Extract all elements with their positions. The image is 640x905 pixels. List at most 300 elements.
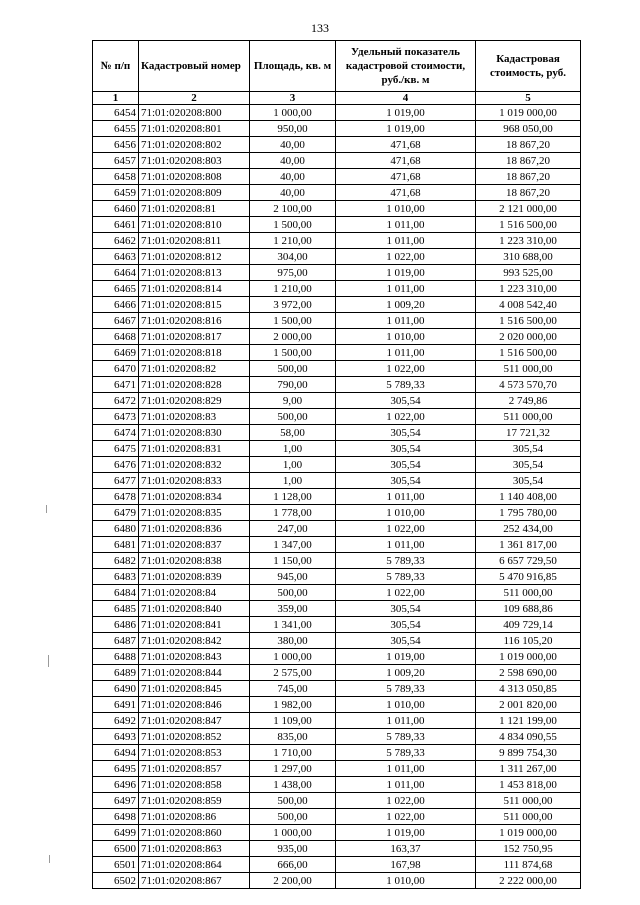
table-row	[93, 425, 581, 441]
cadastral-cost-cell: 1 121 199,00	[476, 713, 581, 729]
area-cell: 1 500,00	[250, 217, 336, 233]
row-number-cell: 6466	[93, 297, 139, 313]
table-row	[93, 665, 581, 681]
specific-value-cell: 1 011,00	[336, 281, 476, 297]
table-row	[93, 649, 581, 665]
cadastral-number-cell: 71:01:020208:833	[139, 473, 250, 489]
cadastral-cost-cell: 18 867,20	[476, 137, 581, 153]
header-specific-value: Удельный показатель кадастровой стоимости, руб./кв. м	[336, 41, 476, 92]
area-cell: 2 575,00	[250, 665, 336, 681]
specific-value-cell: 1 022,00	[336, 585, 476, 601]
row-number-cell: 6469	[93, 345, 139, 361]
table-row	[93, 105, 581, 121]
area-cell: 40,00	[250, 137, 336, 153]
cadastral-number-cell: 71:01:020208:816	[139, 313, 250, 329]
area-cell: 1 341,00	[250, 617, 336, 633]
header-area: Площадь, кв. м	[250, 41, 336, 92]
row-number-cell: 6460	[93, 201, 139, 217]
area-cell: 359,00	[250, 601, 336, 617]
cadastral-number-cell: 71:01:020208:840	[139, 601, 250, 617]
cadastral-number-cell: 71:01:020208:801	[139, 121, 250, 137]
table-row	[93, 841, 581, 857]
area-cell: 935,00	[250, 841, 336, 857]
cadastral-cost-cell: 18 867,20	[476, 185, 581, 201]
table-row	[93, 441, 581, 457]
row-number-cell: 6484	[93, 585, 139, 601]
cadastral-cost-cell: 968 050,00	[476, 121, 581, 137]
specific-value-cell: 1 022,00	[336, 809, 476, 825]
cadastral-number-cell: 71:01:020208:810	[139, 217, 250, 233]
specific-value-cell: 1 010,00	[336, 329, 476, 345]
row-number-cell: 6488	[93, 649, 139, 665]
cadastral-cost-cell: 1 453 818,00	[476, 777, 581, 793]
specific-value-cell: 1 019,00	[336, 649, 476, 665]
cadastral-cost-cell: 1 311 267,00	[476, 761, 581, 777]
cadastral-value-table	[92, 40, 581, 889]
table-row	[93, 457, 581, 473]
table-row	[93, 201, 581, 217]
table-row	[93, 569, 581, 585]
cadastral-cost-cell: 1 795 780,00	[476, 505, 581, 521]
row-number-cell: 6498	[93, 809, 139, 825]
row-number-cell: 6461	[93, 217, 139, 233]
table-row	[93, 505, 581, 521]
cadastral-number-cell: 71:01:020208:831	[139, 441, 250, 457]
area-cell: 1 710,00	[250, 745, 336, 761]
cadastral-number-cell: 71:01:020208:859	[139, 793, 250, 809]
table-row	[93, 633, 581, 649]
cadastral-number-cell: 71:01:020208:864	[139, 857, 250, 873]
area-cell: 1 347,00	[250, 537, 336, 553]
row-number-cell: 6476	[93, 457, 139, 473]
row-number-cell: 6474	[93, 425, 139, 441]
cadastral-cost-cell: 5 470 916,85	[476, 569, 581, 585]
area-cell: 1 297,00	[250, 761, 336, 777]
column-number-row	[93, 92, 581, 105]
cadastral-number-cell: 71:01:020208:836	[139, 521, 250, 537]
row-number-cell: 6493	[93, 729, 139, 745]
table-row	[93, 729, 581, 745]
cadastral-number-cell: 71:01:020208:843	[139, 649, 250, 665]
row-number-cell: 6457	[93, 153, 139, 169]
table-body	[93, 105, 581, 889]
area-cell: 3 972,00	[250, 297, 336, 313]
specific-value-cell: 1 022,00	[336, 409, 476, 425]
table-row	[93, 153, 581, 169]
cadastral-number-cell: 71:01:020208:829	[139, 393, 250, 409]
table-row	[93, 585, 581, 601]
cadastral-cost-cell: 18 867,20	[476, 169, 581, 185]
table-row	[93, 281, 581, 297]
cadastral-cost-cell: 2 020 000,00	[476, 329, 581, 345]
specific-value-cell: 471,68	[336, 153, 476, 169]
cadastral-number-cell: 71:01:020208:841	[139, 617, 250, 633]
specific-value-cell: 305,54	[336, 473, 476, 489]
cadastral-number-cell: 71:01:020208:817	[139, 329, 250, 345]
row-number-cell: 6501	[93, 857, 139, 873]
cadastral-number-cell: 71:01:020208:846	[139, 697, 250, 713]
table-row	[93, 297, 581, 313]
table-row	[93, 809, 581, 825]
row-number-cell: 6467	[93, 313, 139, 329]
table-row	[93, 217, 581, 233]
table-row	[93, 185, 581, 201]
cadastral-number-cell: 71:01:020208:847	[139, 713, 250, 729]
table-row	[93, 777, 581, 793]
scan-mark	[48, 655, 49, 667]
row-number-cell: 6470	[93, 361, 139, 377]
cadastral-cost-cell: 18 867,20	[476, 153, 581, 169]
area-cell: 1 982,00	[250, 697, 336, 713]
specific-value-cell: 5 789,33	[336, 569, 476, 585]
area-cell: 1 128,00	[250, 489, 336, 505]
specific-value-cell: 1 019,00	[336, 265, 476, 281]
scan-mark	[46, 505, 47, 513]
area-cell: 745,00	[250, 681, 336, 697]
cadastral-number-cell: 71:01:020208:867	[139, 873, 250, 889]
specific-value-cell: 5 789,33	[336, 377, 476, 393]
specific-value-cell: 471,68	[336, 169, 476, 185]
row-number-cell: 6478	[93, 489, 139, 505]
table-row	[93, 377, 581, 393]
cadastral-cost-cell: 116 105,20	[476, 633, 581, 649]
cadastral-number-cell: 71:01:020208:809	[139, 185, 250, 201]
area-cell: 950,00	[250, 121, 336, 137]
specific-value-cell: 5 789,33	[336, 681, 476, 697]
row-number-cell: 6482	[93, 553, 139, 569]
row-number-cell: 6500	[93, 841, 139, 857]
row-number-cell: 6468	[93, 329, 139, 345]
area-cell: 40,00	[250, 185, 336, 201]
row-number-cell: 6454	[93, 105, 139, 121]
specific-value-cell: 1 011,00	[336, 777, 476, 793]
cadastral-number-cell: 71:01:020208:86	[139, 809, 250, 825]
header-row-number: № п/п	[93, 41, 139, 92]
cadastral-cost-cell: 111 874,68	[476, 857, 581, 873]
cadastral-cost-cell: 2 001 820,00	[476, 697, 581, 713]
area-cell: 40,00	[250, 153, 336, 169]
row-number-cell: 6475	[93, 441, 139, 457]
table-row	[93, 169, 581, 185]
cadastral-number-cell: 71:01:020208:800	[139, 105, 250, 121]
cadastral-cost-cell: 4 834 090,55	[476, 729, 581, 745]
cadastral-number-cell: 71:01:020208:860	[139, 825, 250, 841]
area-cell: 835,00	[250, 729, 336, 745]
area-cell: 1,00	[250, 457, 336, 473]
table-row	[93, 745, 581, 761]
specific-value-cell: 1 010,00	[336, 505, 476, 521]
cadastral-cost-cell: 511 000,00	[476, 809, 581, 825]
cadastral-cost-cell: 2 222 000,00	[476, 873, 581, 889]
cadastral-cost-cell: 511 000,00	[476, 585, 581, 601]
row-number-cell: 6464	[93, 265, 139, 281]
row-number-cell: 6489	[93, 665, 139, 681]
row-number-cell: 6491	[93, 697, 139, 713]
area-cell: 1,00	[250, 473, 336, 489]
area-cell: 1 000,00	[250, 649, 336, 665]
row-number-cell: 6472	[93, 393, 139, 409]
table-row	[93, 697, 581, 713]
area-cell: 1 000,00	[250, 105, 336, 121]
cadastral-cost-cell: 305,54	[476, 441, 581, 457]
specific-value-cell: 1 022,00	[336, 249, 476, 265]
cadastral-cost-cell: 6 657 729,50	[476, 553, 581, 569]
cadastral-cost-cell: 252 434,00	[476, 521, 581, 537]
area-cell: 500,00	[250, 793, 336, 809]
cadastral-number-cell: 71:01:020208:844	[139, 665, 250, 681]
cadastral-number-cell: 71:01:020208:811	[139, 233, 250, 249]
row-number-cell: 6499	[93, 825, 139, 841]
row-number-cell: 6487	[93, 633, 139, 649]
cadastral-number-cell: 71:01:020208:835	[139, 505, 250, 521]
specific-value-cell: 5 789,33	[336, 745, 476, 761]
cadastral-number-cell: 71:01:020208:813	[139, 265, 250, 281]
cadastral-number-cell: 71:01:020208:837	[139, 537, 250, 553]
row-number-cell: 6456	[93, 137, 139, 153]
area-cell: 2 100,00	[250, 201, 336, 217]
row-number-cell: 6479	[93, 505, 139, 521]
table-row	[93, 713, 581, 729]
cadastral-cost-cell: 4 008 542,40	[476, 297, 581, 313]
page-number: 133	[311, 21, 329, 35]
cadastral-number-cell: 71:01:020208:832	[139, 457, 250, 473]
row-number-cell: 6494	[93, 745, 139, 761]
cadastral-number-cell: 71:01:020208:830	[139, 425, 250, 441]
cadastral-cost-cell: 305,54	[476, 473, 581, 489]
row-number-cell: 6455	[93, 121, 139, 137]
row-number-cell: 6480	[93, 521, 139, 537]
specific-value-cell: 1 019,00	[336, 825, 476, 841]
specific-value-cell: 1 010,00	[336, 201, 476, 217]
specific-value-cell: 1 009,20	[336, 297, 476, 313]
column-number: 4	[336, 92, 476, 105]
area-cell: 500,00	[250, 585, 336, 601]
cadastral-cost-cell: 310 688,00	[476, 249, 581, 265]
area-cell: 2 200,00	[250, 873, 336, 889]
specific-value-cell: 1 019,00	[336, 121, 476, 137]
area-cell: 1 210,00	[250, 281, 336, 297]
row-number-cell: 6458	[93, 169, 139, 185]
specific-value-cell: 1 011,00	[336, 217, 476, 233]
row-number-cell: 6490	[93, 681, 139, 697]
cadastral-number-cell: 71:01:020208:812	[139, 249, 250, 265]
area-cell: 1 000,00	[250, 825, 336, 841]
cadastral-number-cell: 71:01:020208:81	[139, 201, 250, 217]
cadastral-number-cell: 71:01:020208:818	[139, 345, 250, 361]
table-row	[93, 793, 581, 809]
table-row	[93, 249, 581, 265]
area-cell: 1 500,00	[250, 345, 336, 361]
table-row	[93, 489, 581, 505]
area-cell: 1 150,00	[250, 553, 336, 569]
table-row	[93, 409, 581, 425]
cadastral-number-cell: 71:01:020208:858	[139, 777, 250, 793]
table-row	[93, 361, 581, 377]
cadastral-cost-cell: 1 361 817,00	[476, 537, 581, 553]
row-number-cell: 6486	[93, 617, 139, 633]
row-number-cell: 6459	[93, 185, 139, 201]
specific-value-cell: 305,54	[336, 393, 476, 409]
cadastral-cost-cell: 1 223 310,00	[476, 233, 581, 249]
row-number-cell: 6471	[93, 377, 139, 393]
area-cell: 945,00	[250, 569, 336, 585]
area-cell: 1,00	[250, 441, 336, 457]
cadastral-cost-cell: 1 019 000,00	[476, 825, 581, 841]
cadastral-cost-cell: 152 750,95	[476, 841, 581, 857]
cadastral-number-cell: 71:01:020208:808	[139, 169, 250, 185]
table-row	[93, 265, 581, 281]
specific-value-cell: 305,54	[336, 441, 476, 457]
cadastral-cost-cell: 305,54	[476, 457, 581, 473]
cadastral-cost-cell: 17 721,32	[476, 425, 581, 441]
cadastral-cost-cell: 4 573 570,70	[476, 377, 581, 393]
cadastral-number-cell: 71:01:020208:814	[139, 281, 250, 297]
cadastral-number-cell: 71:01:020208:845	[139, 681, 250, 697]
area-cell: 2 000,00	[250, 329, 336, 345]
specific-value-cell: 1 011,00	[336, 761, 476, 777]
cadastral-cost-cell: 1 516 500,00	[476, 313, 581, 329]
row-number-cell: 6465	[93, 281, 139, 297]
row-number-cell: 6485	[93, 601, 139, 617]
table-row	[93, 873, 581, 889]
table-row	[93, 121, 581, 137]
specific-value-cell: 5 789,33	[336, 729, 476, 745]
table-row	[93, 825, 581, 841]
area-cell: 1 438,00	[250, 777, 336, 793]
specific-value-cell: 305,54	[336, 601, 476, 617]
cadastral-number-cell: 71:01:020208:839	[139, 569, 250, 585]
specific-value-cell: 305,54	[336, 617, 476, 633]
cadastral-cost-cell: 511 000,00	[476, 409, 581, 425]
header-cadastral-number: Кадастровый номер	[139, 41, 250, 92]
cadastral-cost-cell: 1 019 000,00	[476, 649, 581, 665]
cadastral-cost-cell: 2 598 690,00	[476, 665, 581, 681]
cadastral-number-cell: 71:01:020208:863	[139, 841, 250, 857]
cadastral-cost-cell: 1 516 500,00	[476, 345, 581, 361]
specific-value-cell: 1 011,00	[336, 537, 476, 553]
table-row	[93, 473, 581, 489]
row-number-cell: 6463	[93, 249, 139, 265]
row-number-cell: 6462	[93, 233, 139, 249]
row-number-cell: 6495	[93, 761, 139, 777]
row-number-cell: 6496	[93, 777, 139, 793]
table-row	[93, 601, 581, 617]
cadastral-number-cell: 71:01:020208:803	[139, 153, 250, 169]
specific-value-cell: 1 022,00	[336, 793, 476, 809]
specific-value-cell: 5 789,33	[336, 553, 476, 569]
specific-value-cell: 163,37	[336, 841, 476, 857]
cadastral-cost-cell: 109 688,86	[476, 601, 581, 617]
specific-value-cell: 471,68	[336, 137, 476, 153]
table-row	[93, 393, 581, 409]
area-cell: 1 210,00	[250, 233, 336, 249]
area-cell: 9,00	[250, 393, 336, 409]
specific-value-cell: 1 010,00	[336, 873, 476, 889]
specific-value-cell: 1 011,00	[336, 345, 476, 361]
table-row	[93, 761, 581, 777]
area-cell: 975,00	[250, 265, 336, 281]
table-row	[93, 617, 581, 633]
specific-value-cell: 1 022,00	[336, 361, 476, 377]
specific-value-cell: 1 022,00	[336, 521, 476, 537]
table-header-row	[93, 41, 581, 92]
scan-mark	[49, 855, 50, 863]
area-cell: 304,00	[250, 249, 336, 265]
specific-value-cell: 1 009,20	[336, 665, 476, 681]
table-row	[93, 857, 581, 873]
area-cell: 1 500,00	[250, 313, 336, 329]
cadastral-cost-cell: 2 121 000,00	[476, 201, 581, 217]
cadastral-cost-cell: 511 000,00	[476, 361, 581, 377]
row-number-cell: 6483	[93, 569, 139, 585]
table-row	[93, 137, 581, 153]
cadastral-number-cell: 71:01:020208:802	[139, 137, 250, 153]
cadastral-cost-cell: 9 899 754,30	[476, 745, 581, 761]
row-number-cell: 6477	[93, 473, 139, 489]
column-number: 1	[93, 92, 139, 105]
cadastral-number-cell: 71:01:020208:838	[139, 553, 250, 569]
cadastral-number-cell: 71:01:020208:842	[139, 633, 250, 649]
cadastral-cost-cell: 4 313 050,85	[476, 681, 581, 697]
area-cell: 380,00	[250, 633, 336, 649]
table-row	[93, 553, 581, 569]
area-cell: 58,00	[250, 425, 336, 441]
specific-value-cell: 1 011,00	[336, 489, 476, 505]
specific-value-cell: 305,54	[336, 633, 476, 649]
area-cell: 790,00	[250, 377, 336, 393]
specific-value-cell: 167,98	[336, 857, 476, 873]
area-cell: 500,00	[250, 809, 336, 825]
specific-value-cell: 1 019,00	[336, 105, 476, 121]
cadastral-cost-cell: 1 516 500,00	[476, 217, 581, 233]
cadastral-number-cell: 71:01:020208:83	[139, 409, 250, 425]
area-cell: 500,00	[250, 361, 336, 377]
table-row	[93, 313, 581, 329]
specific-value-cell: 305,54	[336, 457, 476, 473]
cadastral-number-cell: 71:01:020208:82	[139, 361, 250, 377]
cadastral-cost-cell: 993 525,00	[476, 265, 581, 281]
row-number-cell: 6497	[93, 793, 139, 809]
specific-value-cell: 1 011,00	[336, 313, 476, 329]
cadastral-cost-cell: 2 749,86	[476, 393, 581, 409]
cadastral-number-cell: 71:01:020208:853	[139, 745, 250, 761]
area-cell: 500,00	[250, 409, 336, 425]
table-row	[93, 537, 581, 553]
table-row	[93, 329, 581, 345]
specific-value-cell: 471,68	[336, 185, 476, 201]
table-row	[93, 233, 581, 249]
cadastral-number-cell: 71:01:020208:834	[139, 489, 250, 505]
table-row	[93, 345, 581, 361]
row-number-cell: 6481	[93, 537, 139, 553]
cadastral-cost-cell: 1 019 000,00	[476, 105, 581, 121]
column-number: 5	[476, 92, 581, 105]
cadastral-cost-cell: 511 000,00	[476, 793, 581, 809]
row-number-cell: 6473	[93, 409, 139, 425]
cadastral-cost-cell: 1 140 408,00	[476, 489, 581, 505]
cadastral-cost-cell: 1 223 310,00	[476, 281, 581, 297]
column-number: 3	[250, 92, 336, 105]
cadastral-number-cell: 71:01:020208:857	[139, 761, 250, 777]
cadastral-number-cell: 71:01:020208:852	[139, 729, 250, 745]
row-number-cell: 6502	[93, 873, 139, 889]
table-row	[93, 681, 581, 697]
specific-value-cell: 1 011,00	[336, 233, 476, 249]
area-cell: 1 778,00	[250, 505, 336, 521]
area-cell: 666,00	[250, 857, 336, 873]
specific-value-cell: 1 010,00	[336, 697, 476, 713]
row-number-cell: 6492	[93, 713, 139, 729]
